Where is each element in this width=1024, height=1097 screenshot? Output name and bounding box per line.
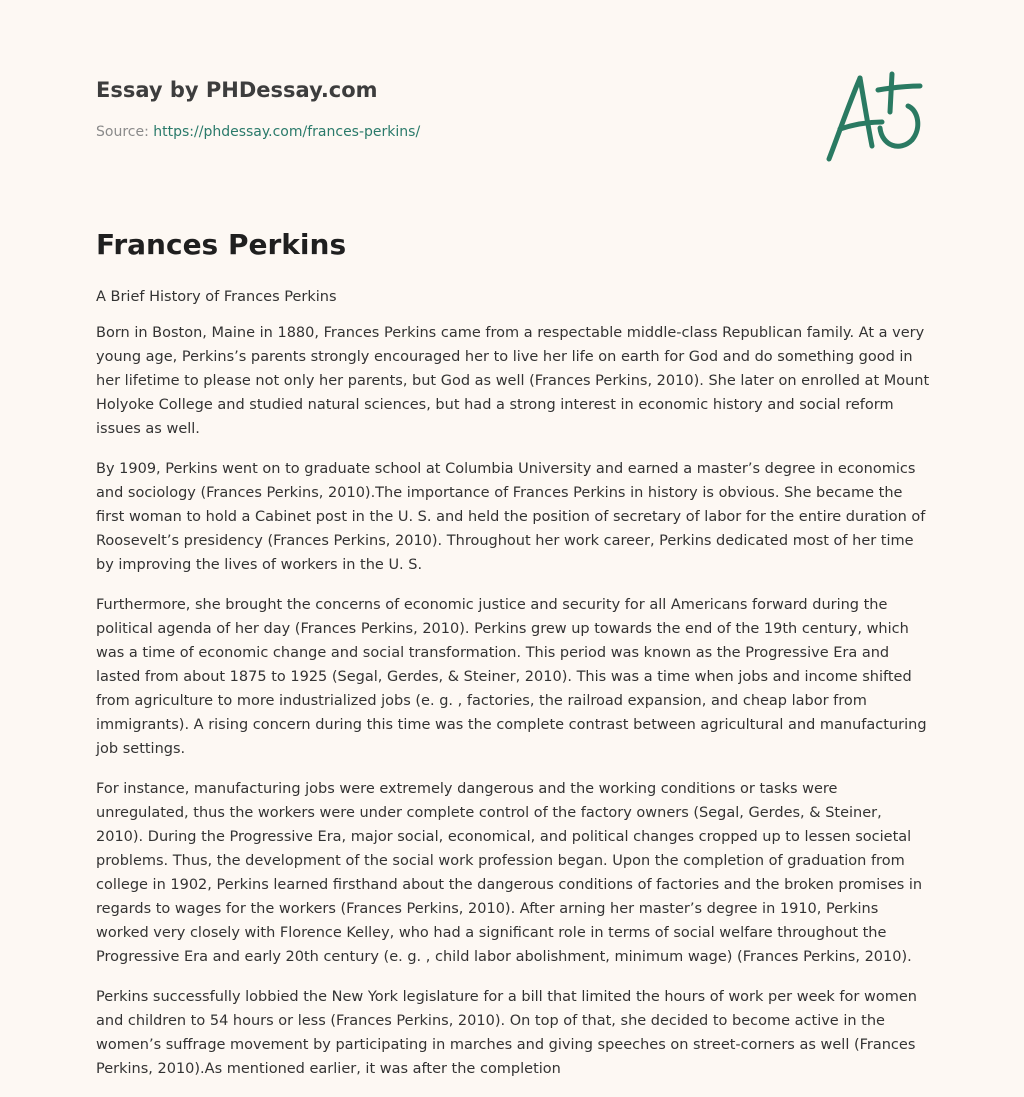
essay-paragraph: Perkins successfully lobbied the New York legislature for a bill that limited the hours of work per week for women and children to 54 hours or less (Frances Perkins, 2010). On top of that, she decided to become active in the women’s suffrage movement by participating in marches and giving speeches on street-corners as well (Frances Perkins, 2010).As mentioned earlier, it was after the completion: [96, 989, 917, 1077]
essay-header: [96, 76, 796, 142]
source-label: Source:: [96, 124, 149, 140]
essay-paragraph: Furthermore, she brought the concerns of economic justice and security for all Americans forward during the political agenda of her day (Frances Perkins, 2010). Perkins grew up towards the end of the 19th century, which was a time of economic change and social transformation. This period was known as the Progressive Era and lasted from about 1875 to 1925 (Segal, Gerdes, & Steiner, 2010). This was a time when jobs and income shifted from agriculture to more industrialized jobs (e. g. , factories, the railroad expansion, and cheap labor from immigrants). A rising concern during this time was the complete contrast between agricultural and manufacturing job settings.: [96, 597, 927, 757]
a-plus-logo-icon: [820, 66, 930, 166]
essay-paragraph: Born in Boston, Maine in 1880, Frances Perkins came from a respectable middle-class Republican family. At a very young age, Perkins’s parents strongly encouraged her to live her life on earth for God and do something good in her lifetime to please not only her parents, but God as well (Frances Perkins, 2010). She later on enrolled at Mount Holyoke College and studied natural sciences, but had a strong interest in economic history and social reform issues as well.: [96, 325, 930, 437]
source-link[interactable]: https://phdessay.com/frances-perkins/: [153, 124, 421, 140]
essay-title: Frances Perkins: [96, 228, 347, 261]
essay-paragraph: For instance, manufacturing jobs were extremely dangerous and the working conditions or tasks were unregulated, thus the workers were under complete control of the factory owners (Segal, Gerdes, & Steiner, 2010). During the Progressive Era, major social, economical, and political changes cropped up to lessen societal problems. Thus, the development of the social work profession began. Upon the completion of graduation from college in 1902, Perkins learned firsthand about the dangerous conditions of factories and the broken promises in regards to wages for the workers (Frances Perkins, 2010). After arning her master’s degree in 1910, Perkins worked very closely with Florence Kelley, who had a significant role in terms of social welfare throughout the Progressive Era and early 20th century (e. g. , child labor abolishment, minimum wage) (Frances Perkins, 2010).: [96, 781, 923, 965]
essay-body: [96, 285, 930, 1097]
essay-subtitle: A Brief History of Frances Perkins: [96, 289, 337, 305]
essay-paragraph: By 1909, Perkins went on to graduate school at Columbia University and earned a master’s degree in economics and sociology (Frances Perkins, 2010).The importance of Frances Perkins in history is obvious. She became the first woman to hold a Cabinet post in the U. S. and held the position of secretary of labor for the entire duration of Roosevelt’s presidency (Frances Perkins, 2010). Throughout her work career, Perkins dedicated most of her time by improving the lives of workers in the U. S.: [96, 461, 926, 573]
source-line: [96, 122, 796, 142]
site-brand: Essay by PHDessay.com: [96, 78, 378, 102]
